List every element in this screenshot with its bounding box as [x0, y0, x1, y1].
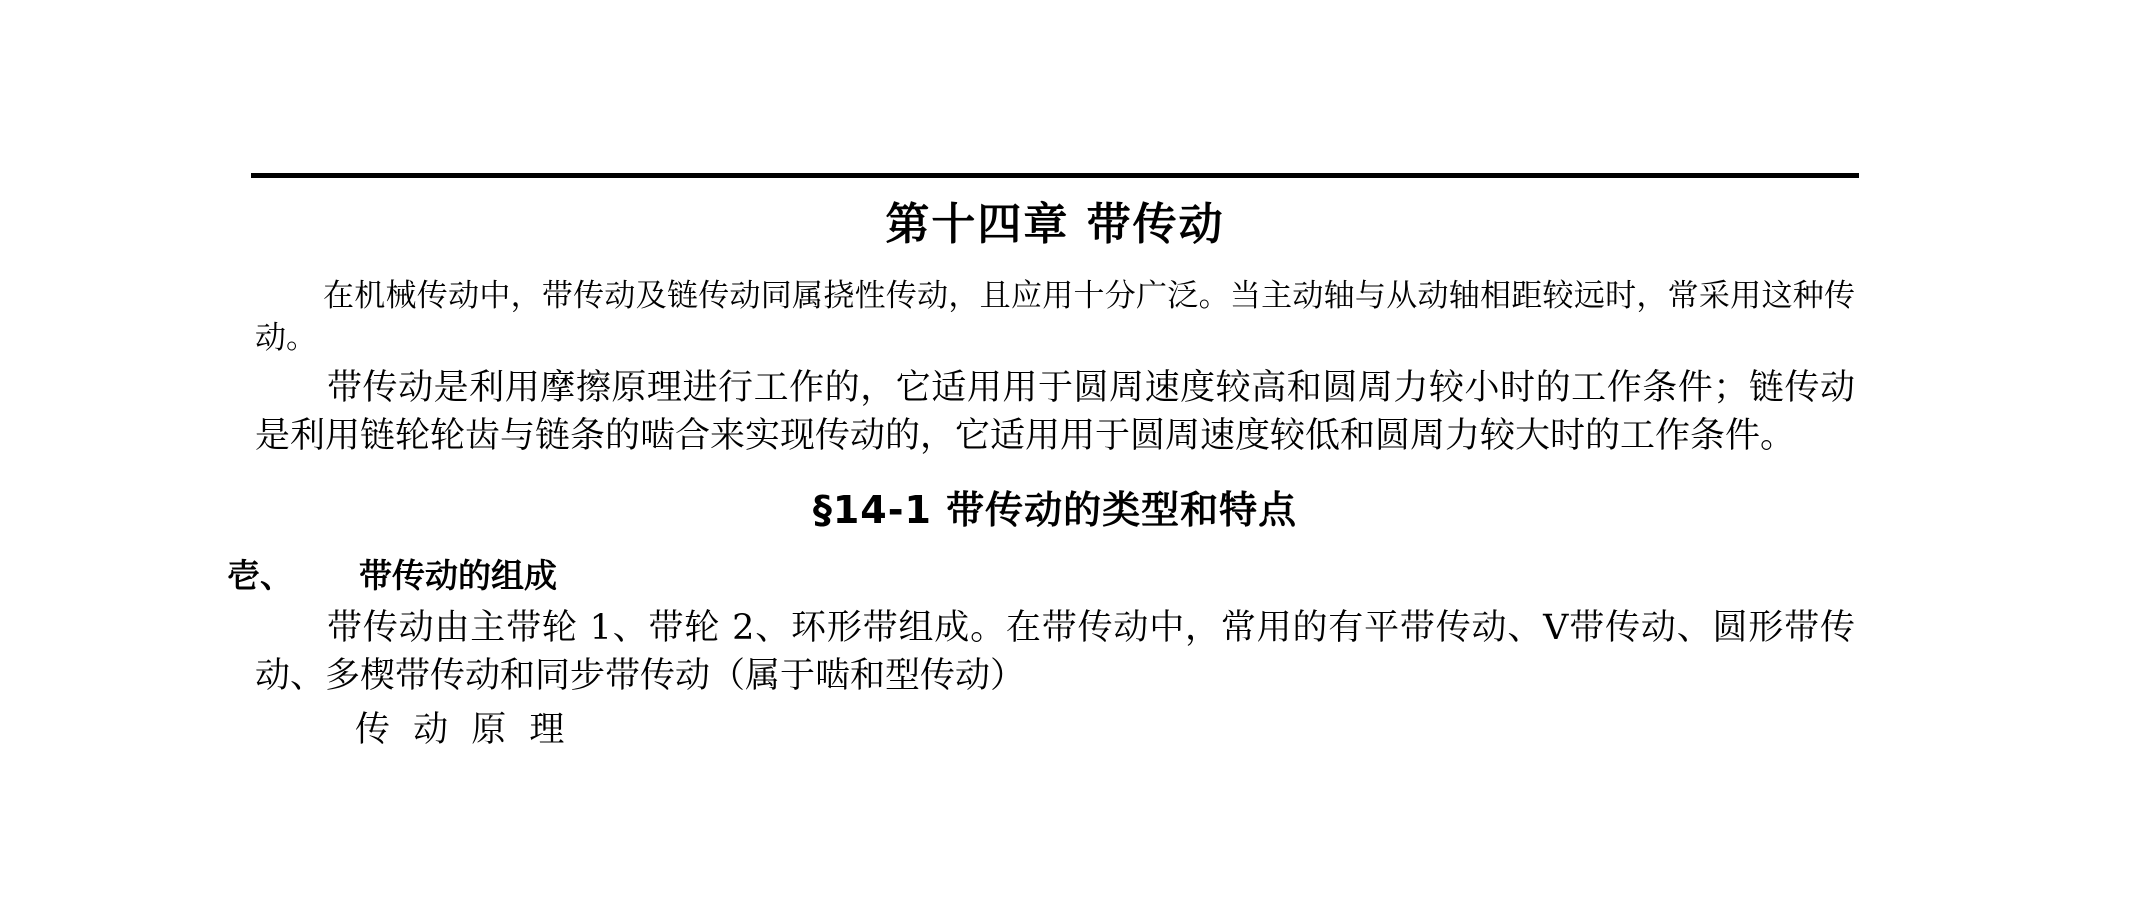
principle-caption: 传 动 原 理: [355, 709, 571, 750]
subsection-number: 壱、: [227, 555, 293, 595]
section-heading: §14-1 带传动的类型和特点: [812, 487, 1298, 532]
composition-paragraph: 带传动由主带轮 1、带轮 2、环形带组成。在带传动中，常用的有平带传动、V带传动、圆形带传动、多楔带传动和同步带传动（属于啮和型传动）: [255, 607, 1855, 696]
intro-paragraph: 在机械传动中，带传动及链传动同属挠性传动，且应用十分广泛。当主动轴与从动轴相距较远时，常采用这种传动。: [255, 277, 1855, 356]
header-rule: [251, 173, 1859, 178]
subsection-title: 带传动的组成: [359, 555, 557, 595]
subsection-heading: [227, 550, 1855, 597]
chapter-title: 第十四章 带传动: [885, 199, 1225, 250]
document-content: [227, 0, 1855, 755]
belt-drive-paragraph: 带传动是利用摩擦原理进行工作的，它适用用于圆周速度较高和圆周力较小时的工作条件；链传动是利用链轮轮齿与链条的啮合来实现传动的，它适用用于圆周速度较低和圆周力较大时的工作条件。: [255, 367, 1855, 456]
